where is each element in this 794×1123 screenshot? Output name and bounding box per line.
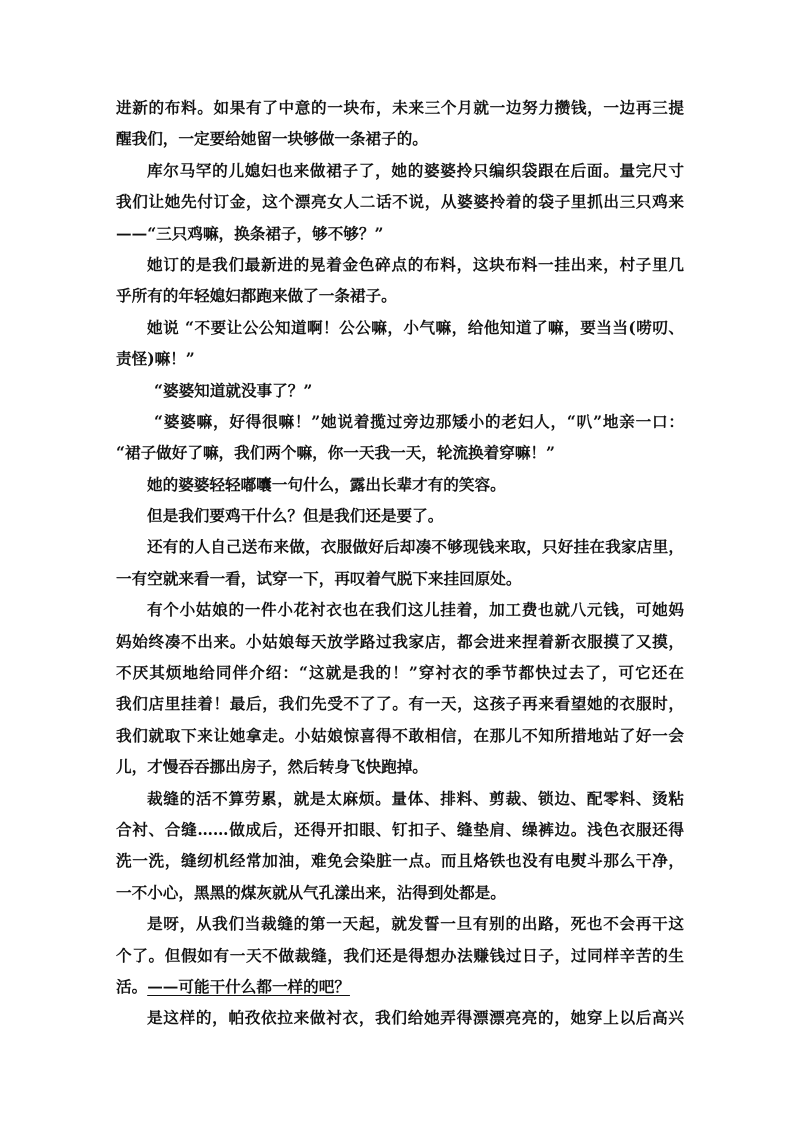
document-page bbox=[116, 92, 684, 1034]
paragraph-line: 一有空就来看一看，试穿一下，再叹着气脱下来挂回原处。 bbox=[116, 568, 522, 588]
paragraph-line: “裙子做好了嘛，我们两个嘛，你一天我一天，轮流换着穿嘛！” bbox=[116, 443, 555, 463]
paragraph-line: 醒我们，一定要给她留一块够做一条裙子的。 bbox=[116, 129, 428, 149]
paragraph-line: 还有的人自己送布来做，衣服做好后却凑不够现钱来取，只好挂在我家店里， bbox=[147, 537, 684, 557]
paragraph-line: 不厌其烦地给同伴介绍：“这就是我的！”穿衬衣的季节都快过去了，可它还在 bbox=[116, 663, 684, 683]
paragraph-line: 但是我们要鸡干什么？但是我们还是要了。 bbox=[147, 506, 444, 526]
paragraph-line: 她的婆婆轻轻嘟囔一句什么，露出长辈才有的笑容。 bbox=[147, 474, 506, 494]
paragraph-line: 进新的布料。如果有了中意的一块布，未来三个月就一边努力攒钱，一边再三提 bbox=[116, 98, 684, 117]
paragraph-line: 我们就取下来让她拿走。小姑娘惊喜得不敢相信，在那儿不知所措地站了好一会 bbox=[116, 725, 684, 745]
paragraph-line: 乎所有的年轻媳妇都跑来做了一条裙子。 bbox=[116, 286, 397, 306]
paragraph-line: “婆婆知道就没事了？” bbox=[154, 380, 313, 400]
paragraph-line: 裁缝的活不算劳累，就是太麻烦。量体、排料、剪裁、锁边、配零料、烫粘 bbox=[147, 788, 684, 808]
paragraph-line: 一不小心，黑黑的煤灰就从气孔漾出来，沾得到处都是。 bbox=[116, 882, 506, 902]
paragraph-line: 是呀，从我们当裁缝的第一天起，就发誓一旦有别的出路，死也不会再干这 bbox=[147, 914, 684, 934]
paragraph-line: “婆婆嘛，好得很嘛！”她说着揽过旁边那矮小的老妇人，“叭”地亲一口： bbox=[154, 411, 684, 431]
paragraph-line: 个了。但假如有一天不做裁缝，我们还是得想办法赚钱过日子，过同样辛苦的生 bbox=[116, 945, 684, 965]
paragraph-text: 活。 bbox=[116, 976, 148, 996]
paragraph-line: 我们店里挂着！最后，我们先受不了了。有一天，这孩子再来看望她的衣服时， bbox=[116, 694, 684, 714]
paragraph-line: 有个小姑娘的一件小花衬衣也在我们这儿挂着，加工费也就八元钱，可她妈 bbox=[147, 600, 684, 620]
paragraph-line: 儿，才慢吞吞挪出房子，然后转身飞快跑掉。 bbox=[116, 757, 428, 777]
paragraph-line: 她说 “不要让公公知道啊！公公嘛，小气嘛，给他知道了嘛，要当当(唠叨、 bbox=[147, 317, 684, 337]
paragraph-line: 责怪)嘛！” bbox=[116, 349, 195, 369]
paragraph-line bbox=[116, 971, 684, 1002]
paragraph-line: ——“三只鸡嘛，换条裙子，够不够？” bbox=[116, 223, 384, 243]
paragraph-line: 她订的是我们最新进的晃着金色碎点的布料，这块布料一挂出来，村子里几 bbox=[147, 254, 684, 274]
paragraph-line: 合衬、合缝……做成后，还得开扣眼、钉扣子、缝垫肩、缲裤边。浅色衣服还得 bbox=[116, 819, 684, 839]
underlined-question: ——可能干什么都一样的吧？ bbox=[147, 976, 350, 996]
paragraph-line: 是这样的，帕孜依拉来做衬衣，我们给她弄得漂漂亮亮的，她穿上以后高兴 bbox=[147, 1008, 684, 1028]
paragraph-line: 妈始终凑不出来。小姑娘每天放学路过我家店，都会进来捏着新衣服摸了又摸， bbox=[116, 631, 684, 651]
paragraph-line: 我们让她先付订金，这个漂亮女人二话不说，从婆婆拎着的袋子里抓出三只鸡来 bbox=[116, 192, 684, 212]
paragraph-line: 库尔马罕的儿媳妇也来做裙子了，她的婆婆拎只编织袋跟在后面。量完尺寸 bbox=[147, 160, 684, 180]
paragraph-line: 洗一洗，缝纫机经常加油，难免会染脏一点。而且烙铁也没有电熨斗那么干净， bbox=[116, 851, 684, 871]
